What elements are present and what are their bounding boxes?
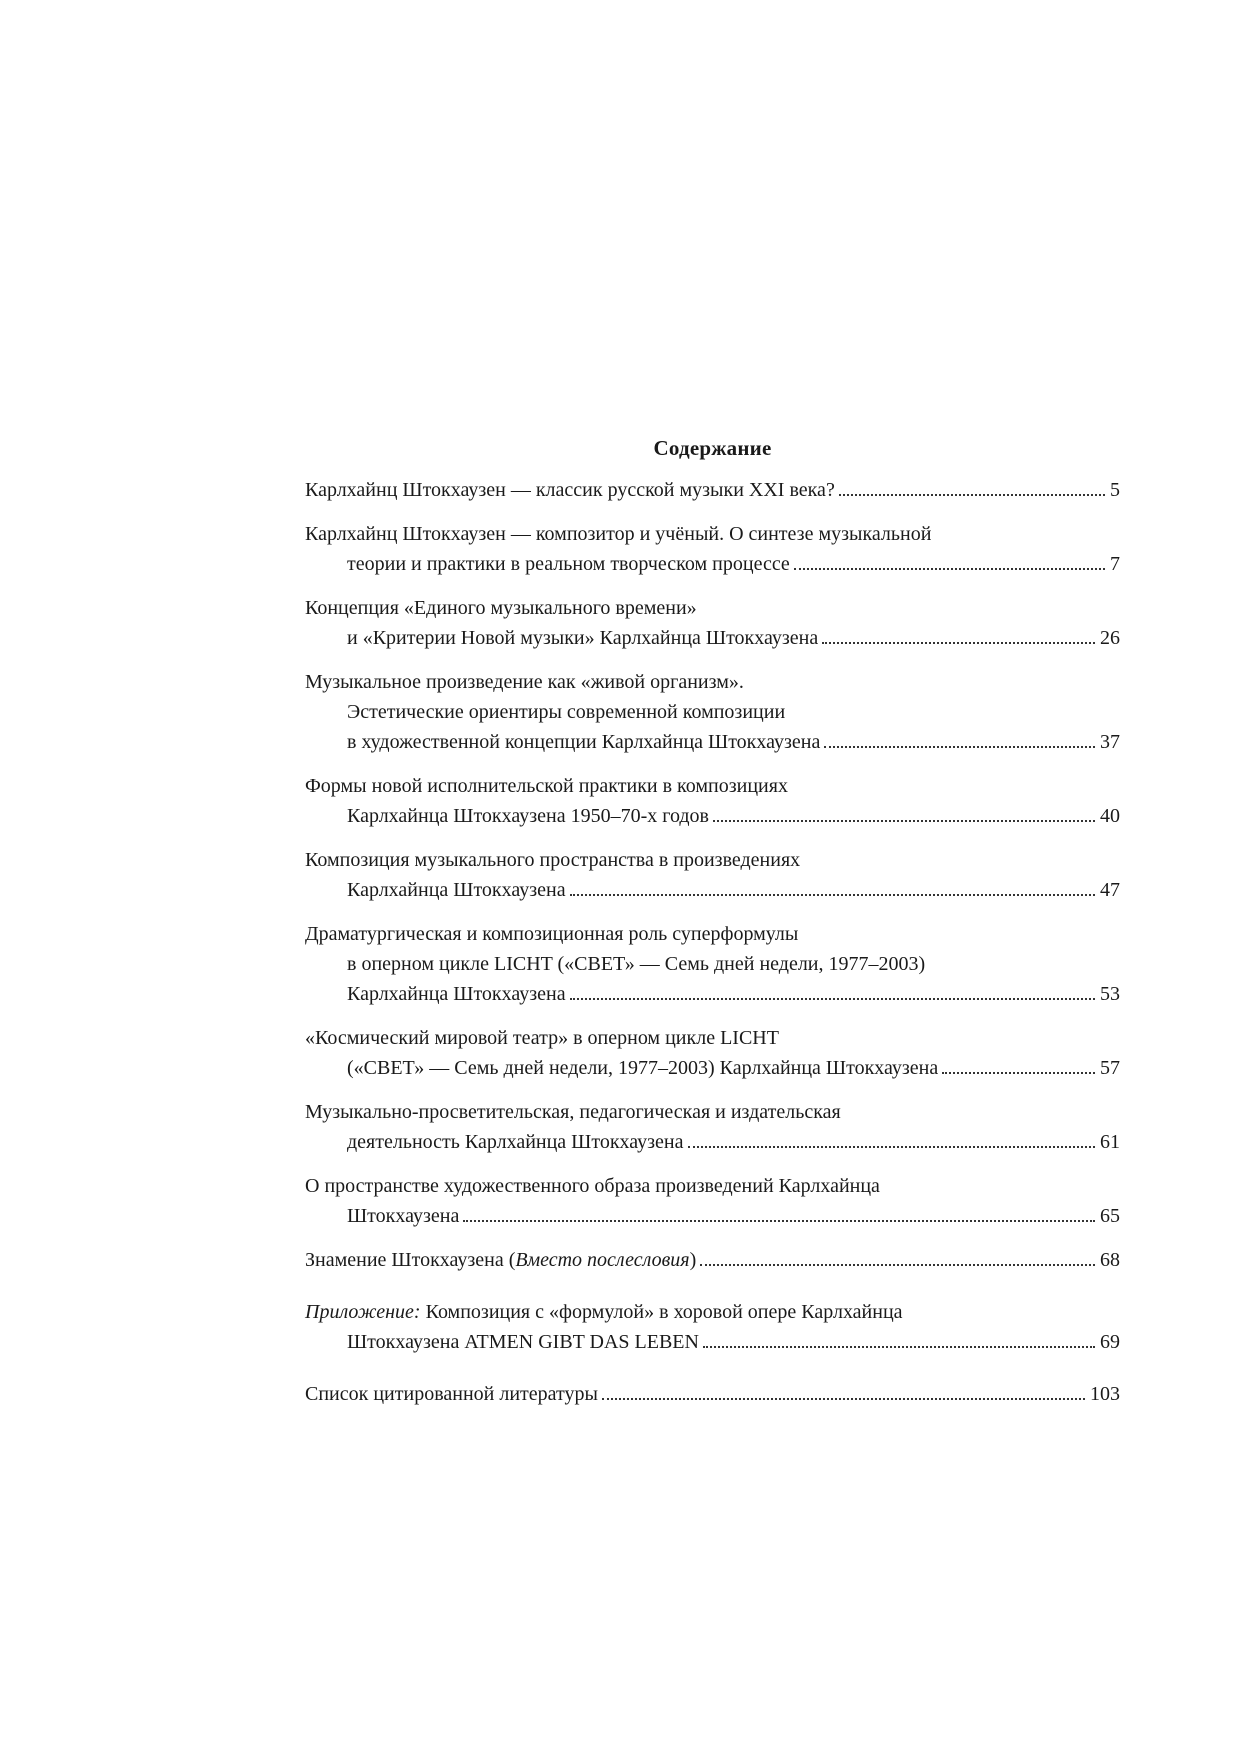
toc-entry-title [305,1245,696,1275]
toc-entry-title: О пространстве художественного образа произведений Карлхайнца [305,1175,880,1197]
toc-entry-title-cont: в оперном цикле LICHT («СВЕТ» — Семь дней недели, 1977–2003) [347,953,926,975]
dot-leader [463,1220,1095,1222]
dot-leader [794,568,1105,570]
toc-entry[interactable] [305,845,1120,905]
toc-entry-title-italic: Вместо послесловия [515,1249,690,1271]
toc-entry-line [305,623,1120,653]
toc-entry-title: «Космический мировой театр» в оперном цикле LICHT [305,1027,779,1049]
dot-leader [822,642,1095,644]
dot-leader [839,494,1105,496]
toc-entry-line [305,979,1120,1009]
toc-entry-title-italic: Приложение: [305,1301,421,1323]
toc-entry-title-cont: деятельность Карлхайнца Штокхаузена [347,1131,684,1153]
dot-leader [688,1146,1095,1148]
toc-page-number: 5 [1110,479,1120,501]
toc-entry-title-cont: Карлхайнца Штокхаузена [347,879,566,901]
toc-entry[interactable] [305,667,1120,757]
toc-page-number: 47 [1100,879,1120,901]
toc-entry[interactable] [305,1245,1120,1275]
toc-entry-title: Концепция «Единого музыкального времени» [305,597,697,619]
toc-entry-title: Карлхайнц Штокхаузен — классик русской музыки XXI века? [305,479,835,501]
toc-entry-line [305,475,1120,505]
toc-entry-line [305,1245,1120,1275]
toc-entry-line [305,1127,1120,1157]
dot-leader [570,998,1095,1000]
toc-entry-title: Композиция музыкального пространства в произведениях [305,849,801,871]
toc-page-number: 61 [1100,1131,1120,1153]
toc-entry-line [305,727,1120,757]
toc-entry[interactable] [305,1171,1120,1231]
toc-entry-line [305,1201,1120,1231]
toc-entry-title-suffix: ) [689,1249,697,1271]
toc-entry-title-cont: («СВЕТ» — Семь дней недели, 1977–2003) Карлхайнца Штокхаузена [347,1057,939,1079]
toc-entry-title-cont: теории и практики в реальном творческом процессе [347,553,790,575]
toc-entry-title-cont: в художественной концепции Карлхайнца Штокхаузена [347,731,821,753]
toc-entry[interactable] [305,593,1120,653]
toc-entry-line [305,801,1120,831]
toc-page-number: 68 [1100,1249,1120,1271]
dot-leader [570,894,1095,896]
toc-entry-title: Драматургическая и композиционная роль суперформулы [305,923,799,945]
toc-entry-line [305,549,1120,579]
toc-entry-title-cont: Штокхаузена [347,1205,460,1227]
toc-entry[interactable] [305,1379,1120,1409]
toc-entry-title-cont: Эстетические ориентиры современной композиции [347,701,786,723]
toc-entry-title: Карлхайнц Штокхаузен — композитор и учёный. О синтезе музыкальной [305,523,932,545]
toc-entry[interactable] [305,519,1120,579]
toc-entry-title [305,1297,1120,1327]
toc-entry-title: Музыкальное произведение как «живой организм». [305,671,744,693]
dot-leader [713,820,1095,822]
toc-entry-line [305,1379,1120,1409]
toc-page-number: 7 [1110,553,1120,575]
toc-entry-title-text: Знамение Штокхаузена ( [305,1249,516,1271]
toc-entry[interactable] [305,771,1120,831]
dot-leader [700,1264,1095,1266]
toc-page-number: 69 [1100,1331,1120,1353]
toc-page-number: 57 [1100,1057,1120,1079]
toc-entry-title-text: Композиция с «формулой» в хоровой опере Карлхайнца [420,1301,903,1323]
toc-entry-title: Формы новой исполнительской практики в композициях [305,775,788,797]
toc-entry-title: Музыкально-просветительская, педагогическая и издательская [305,1101,841,1123]
toc-entry-title-cont: Карлхайнца Штокхаузена [347,983,566,1005]
toc-entry-line [305,875,1120,905]
toc-entry-line [305,1327,1120,1357]
dot-leader [602,1398,1085,1400]
toc-entry[interactable] [305,475,1120,505]
toc-page-number: 26 [1100,627,1120,649]
dot-leader [703,1346,1095,1348]
toc-page-number: 65 [1100,1205,1120,1227]
toc-entry[interactable] [305,1023,1120,1083]
dot-leader [942,1072,1095,1074]
toc-entry-title: Список цитированной литературы [305,1383,598,1405]
toc-entry-line [305,1053,1120,1083]
toc-entry-title-cont: Штокхаузена ATMEN GIBT DAS LEBEN [347,1331,699,1353]
table-of-contents [305,433,1120,1423]
toc-entry[interactable] [305,919,1120,1009]
toc-entry-title-cont: Карлхайнца Штокхаузена 1950–70-х годов [347,805,710,827]
toc-page-number: 103 [1090,1383,1120,1405]
toc-entry[interactable] [305,1297,1120,1357]
toc-page-number: 40 [1100,805,1120,827]
dot-leader [824,746,1095,748]
toc-title: Содержание [653,436,772,460]
toc-page-number: 37 [1100,731,1120,753]
toc-entry-title-cont: и «Критерии Новой музыки» Карлхайнца Штокхаузена [347,627,819,649]
toc-page-number: 53 [1100,983,1120,1005]
toc-entry[interactable] [305,1097,1120,1157]
